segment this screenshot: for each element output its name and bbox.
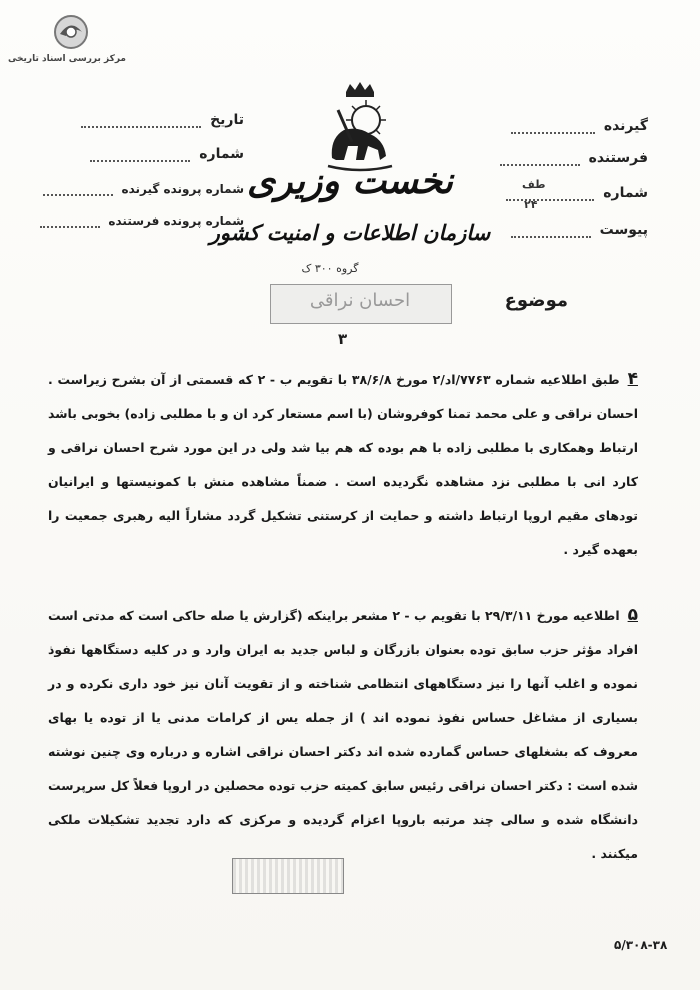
paragraph-4	[48, 362, 638, 567]
attachment-label: پیوست	[599, 222, 648, 238]
paragraph-4-number: ۴	[627, 369, 638, 389]
sender-file-number-line	[40, 212, 100, 228]
sender-line	[500, 150, 580, 166]
paragraph-4-text: طبق اطلاعیه شماره ۷۷۶۳/اد/۲ مورخ ۳۸/۶/۸ با تقویم ب - ۲ که قسمتی از آن بشرح زیراست . احسان نراقی و علی محمد تمنا کوفروشان (با اسم مستعار کرد ان و با مطلبی زاده) بخوبی باشد ارتباط وهمکاری با مطلبی زاده با هم بوده که هم بیا شد ولی در این مورد شرح احسان نراقی و کارد انی با مطلبی نزد مشاهده نگردیده است . ضمناً مشاهده منش با کمونیستها و ایرانیان تودهای مقیم اروپا ارتباط داشته و حمایت از کرستنی تشکیل گردد مشاراً الیه رهبری جمعیت را بعهده گیرد .	[48, 372, 638, 557]
recipient-field	[511, 118, 648, 134]
recipient-file-number-label: شماره پرونده گیرنده	[121, 182, 244, 196]
organization-group: گروه ۳۰۰ ک	[301, 262, 359, 275]
attachment-line	[511, 222, 591, 238]
attachment-field	[511, 222, 648, 238]
date-label: تاریخ	[210, 112, 244, 128]
recipient-label: گیرنده	[603, 118, 648, 134]
organization-title: نخست وزیری	[246, 160, 454, 202]
paragraph-5-text: اطلاعیه مورخ ۲۹/۳/۱۱ با تقویم ب - ۲ مشعر براینکه (گزارش یا صله حاکی است که مدتی است افراد مؤثر حزب سابق توده بعنوان بازرگان و لباس جدید به ایران وارد و در کلیه دستگاهها نفوذ نموده و اغلب آنها را نیز دستگاههای انتظامی شناخته و از تقویت آنان نیز خود داری نکرده و در بسیاری از مشاغل حساس نفوذ نموده اند ) از جمله یس از کرامات مدنی یا از توده یا بهای معروف که بشغلهای حساس گمارده شده اند دکتر احسان نراقی اشاره و درباره وی چنین نوشته شده است : دکتر احسان نراقی رئیس سابق کمیته حزب توده محصلین در اروپا فعلاً کل سرپرست دانشگاه شده و سالی چند مرتبه باروپا اعزام گردیده و مرکزی که دارد تجدید تشکیلات ملکی میکنند .	[48, 608, 638, 861]
sender-label: فرستنده	[588, 150, 648, 166]
subject-label: موضوع	[504, 290, 568, 311]
sender-field	[500, 150, 648, 166]
organization-subtitle: سازمان اطلاعات و امنیت کشور	[209, 220, 491, 245]
date-line	[81, 112, 201, 128]
sender-file-number-label: شماره پرونده فرستنده	[108, 214, 244, 228]
number-value-2: ۲۴	[524, 198, 538, 211]
recipient-line	[511, 118, 595, 134]
number-value-1: طف	[522, 178, 546, 191]
recipient-file-number-field	[43, 180, 244, 196]
paragraph-5	[48, 598, 638, 871]
page-number: ۳	[338, 330, 348, 348]
paragraph-5-number: ۵	[627, 605, 638, 625]
document-code: ۵/۳۰۸-۳۸	[614, 938, 668, 952]
archive-watermark	[7, 12, 126, 72]
date-field	[81, 112, 244, 128]
right-number-line	[506, 185, 594, 201]
left-number-label: شماره	[199, 146, 244, 162]
archive-logo-icon	[44, 12, 98, 52]
right-number-label: شماره	[603, 185, 648, 201]
watermark-caption: مرکز بررسی اسناد تاریخی	[7, 54, 126, 64]
signature-stamp	[232, 858, 344, 894]
recipient-file-number-line	[43, 180, 113, 196]
left-number-field	[90, 146, 244, 162]
subject-value: احسان نراقی	[309, 290, 411, 311]
left-number-line	[90, 146, 190, 162]
